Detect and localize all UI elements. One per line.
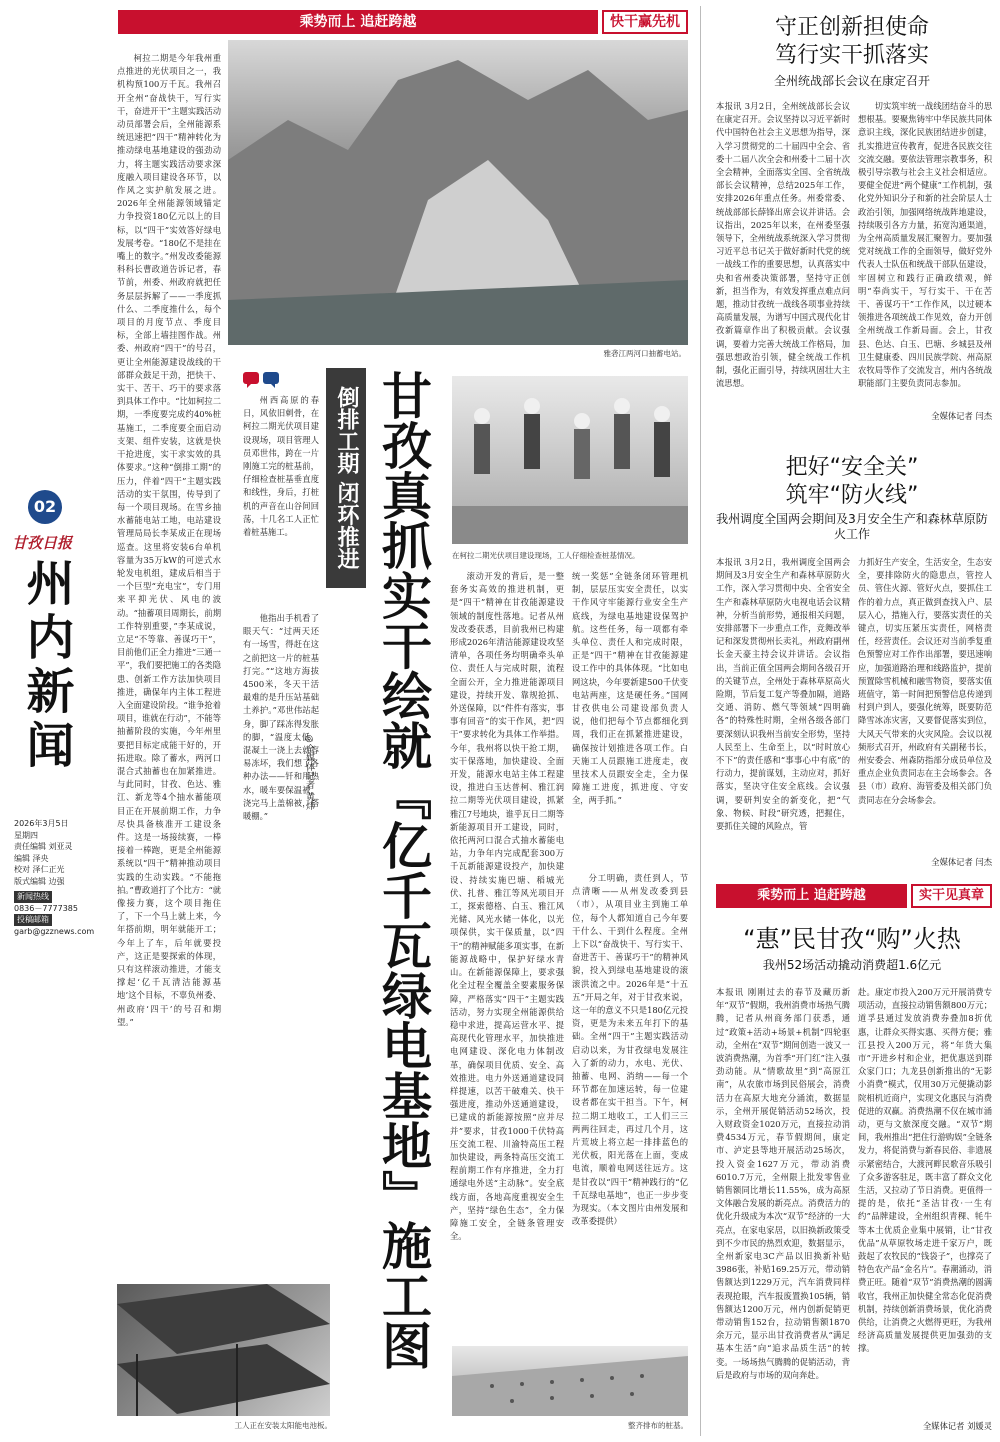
main-story-col1: 柯拉二期是今年我州重点推进的光伏项目之一，我机构预100万千瓦。我州召开全州“奋战快干，写行实干，奋进开干”主题实践活动动员部署会后，全州能源系统迅速把“四干”精神转化为推动绿电基地建设的强劲动力，将主题实践活动要求深度融入项目建设各环节，以作风之实护航发展之进。2026年全州能源领域锚定力争投资180亿元以上的目标，以“四干”实效答好绿电发展考卷。“180亿不是挂在嘴上的数字。”州发改委能源科科长曹政道告诉记者，春节前，州委、州政府就把任务层层拆解了——一季度抓什么、二季度推什么，每个项目的月度节点、季度目标，全部上墙挂图作战。州委、州政府“四干”的号召，更让全州能源建设战线的干部群众鼓足干劲，把快干、实干、苦干、巧干的要求落到具体工作中。“比如柯拉二期，一季度要完成约40%桩基施工，二季度要全面启动支架、组件安装，这就是快干抢进度，实干求实效的具体要求。”这种“倒排工期”的压力，伴着“四干”主题实践活动的实干氛围，传导到了每一个项目现场。在雪乡抽水蓄能电站工地，电站建设管理局局长李某成正在现场巡查。这里将安装6台单机容量为35万kW的可逆式水轮发电机组，建成后相当于一个巨型“充电宝”，专门用来平抑光伏、风电的波动。“抽蓄项目周期长，前期工作特别重要，”李某成说，立足“不等靠、善谋巧干”，目前他们正全力推进“三通一平”，我们要把施工的各类隐患、创新工作方法加快项目推进，确保年内主体工程进入全面建设阶段。“谁争抢着项目，谁就在行动”，不能等抽蓄阶段的实施，今年州里要把目标定成能干好的，开拓进取。除了蓄水，两河口混合式抽蓄也在加紧推进。与此同时，甘孜、色达、雅江、新龙等4个抽水蓄能项目正在开展前期工作，力争尽快具备核准开工建设条件。这是一场接续赛，一棒接着一棒跑，更是全州能源系统以“四干”精神推动项目实践的生动实践。“不能拖拍。”曹政道打了个比方：“就像接力赛，这个项目拖住了，下一个马上就上来，今年搭前期，明年就能开工；今年上了车，后年就要投产，这正是要探索的体现，只有这样滚动推进，才能支撑起‘亿千瓦清洁能源基地’这个目标，不辜负州委、州政府‘四干’的号召和期望。” (117, 53, 221, 1027)
photo-solar (117, 1284, 330, 1416)
story2-title1: 守正创新担使命 (774, 15, 929, 40)
story2-title2: 笃行实干抓落实 (774, 43, 929, 68)
mid-banner (716, 884, 992, 908)
story4-col1: 本报讯 刚刚过去的春节及藏历新年“双节”假期，我州消费市场热气腾腾，记者从州商务部门获悉，通过“政策+活动+场景+机制”四轮驱动，全州在“双节”期间创造一波又一波消费热潮，为首季“开门红”注入强劲动能。从“情歌故里”到“高原江南”，从农旅市场到民俗展会，消费活力在高原大地充分涌流，数据显示，全州开展促销活动52场次，投入财政资金1020万元，直接拉动消费4534万元，春节假期间，康定市、泸定县等地开展活动25场次，投入资金1627万元，带动消费6010.7万元，全州限上批发零售业销售额同比增长11.55%，成为高原文体融合发展的新亮点。消费活力的优化升级成为本次“双节”经济的一大亮点，在家电家居，以旧换新政策受到不少市民的热烈欢迎，数据显示，全州新家电3C产品以旧换新补贴3986张，补贴169.25万元，带动销售额达到1229万元，汽车消费同样表现抢眼，汽车报废置换105辆，销售额达1200万元，州内创新促销更带动销售152台，拉动销售额1870余万元，显示出甘孜消费者从“满足基本生活”向“追求品质生活”的转变。一场场热气腾腾的促销活动，背后是政府与市场的双向奔赴。 (716, 987, 850, 1380)
sidebar (0, 490, 100, 950)
top-banner (118, 10, 688, 34)
story4-author: 全媒体记者 刘媛灵 (922, 1421, 992, 1431)
photo-solar-caption: 工人正在安装太阳能电池板。 (234, 1421, 332, 1430)
hotline-phone: 0836－7777385 (14, 903, 78, 913)
photo-piles (452, 1346, 688, 1416)
mid-banner-tag: 实干见真章 (911, 884, 992, 908)
page-number-badge: 02 (28, 490, 62, 524)
main-kicker: 倒排工期 闭环推进 (326, 368, 366, 588)
story3-title1: 把好“安全关” (785, 455, 919, 480)
photo-piles-caption: 整齐排布的桩基。 (628, 1421, 688, 1430)
issue-info (14, 818, 94, 937)
paper-name: 甘孜日报 (12, 534, 73, 552)
mountain-illustration (228, 40, 688, 345)
main-story-col2a: 州西高原的春日，风依旧刺骨，在柯拉二期光伏项目建设现场，项目管理人员邓世伟，跨在一片刚施工完的桩基前，仔细检查桩基垂直度和线性，身后，打桩机的声音在山谷间回荡，十几名工人正忙着桩基施工。 (243, 395, 319, 538)
story2-col1: 本报讯 3月2日，全州统战部长会议在康定召开。会议坚持以习近平新时代中国特色社会主义思想为指导，深入学习贯彻党的二十届四中全会、省委十二届八次全会和州委十二届十次全会精神，全面落实全国、全省统战部长会议精神，总结2025年工作，安排2026年重点任务。州委常委、统战部部长薛锋出席会议并讲话。会议指出，2025年以来，在州委坚强领导下，全州统战系统深入学习贯彻习近平总书记关于做好新时代党的统一战线工作的重要思想，认真落实中央和省州委决策部署，坚持守正创新，担当作为，有效发挥重点难点问题，推动甘孜统一战线各项事业持续高质量发展，为谱写中国式现代化甘孜新篇章作出了积极贡献。会议强调，要着力完善大统战工作格局，加强思想政治引领，健全统战工作机制，强化正面引导，持续巩固壮大主流思想。 (716, 101, 850, 389)
section-title: 州内新闻 (18, 558, 74, 774)
issue-date: 2026年3月5日 (14, 819, 69, 828)
story3-title2: 筑牢“防火线” (785, 483, 919, 508)
story2-col2: 切实筑牢统一战线团结奋斗的思想根基。要聚焦铸牢中华民族共同体意识主线，深化民族团结进步创建，扎实推进宣传教育，促进各民族交往交流交融。要依法管理宗教事务，积极引导宗教与社会主义社会相适应。要健全促进“两个健康”工作机制，强化党外知识分子和新的社会阶层人士政治引领，加强网络统战阵地建设，持续吸引各方力量，拓宽沟通渠道，为全州高质量发展汇聚智力。要加强党对统战工作的全面领导，做好党外代表人士队伍和统战干部队伍建设，牢固树立和践行正确政绩观，鲜明“奉尚实干，写行实干、干在苦干、善谋巧干”工作作风，以过硬本领推进各项统战工作见效，奋力开创全州统战工作新局面。会上，甘孜县、色达、白玉、巴塘、乡城县及州卫生健康委、四川民族学院、州高原农牧局等作了交流发言，州内各统战职能部门主要负责同志参加。 (858, 101, 992, 389)
main-story-col4b: 分工明确，责任到人，节点清晰——从州发改委到县（市），从项目业主到施工单位，每个人都知道自己今年要干什么、干到什么程度。全州上下以“奋战快干、写行实干、奋进苦干、善谋巧干”的精神风貌，投入到绿电基地建设的滚滚洪流之中。2026年是“十五五”开局之年，对于甘孜来说，这一年的意义不只是180亿元投资，更是为未来五年打下的基础。全州“四干”主题实践活动启动以来，为甘孜绿电发展注入了新的动力，水电、光伏、抽蓄、电网、消纳——每一个环节都在加速运转，每一位建设者都在实干担当。下午，柯拉二期工地收工，工人们三三两两往回走，再过几个月，这片荒坡上将立起一排排蓝色的光伏板，阳光落在上面，变成电流，顺着电网送往远方。这是甘孜以“四干”精神践行的“亿千瓦绿电基地”，也正一步步变为现实。（本文图片由州发展和改革委提供） (572, 873, 688, 1227)
story2-subtitle: 全州统战部长会议在康定召开 (773, 74, 930, 88)
photo-workers (452, 376, 688, 544)
email-address[interactable]: garb@gzznews.com (14, 926, 95, 936)
story3-col1: 本报讯 3月2日，我州调度全国两会期间及3月安全生产和森林草原防火工作，深入学习贯彻中央、全省安全生产和森林草原防火电视电话会议精神，分析当前形势，通报相关问题，安排部署下一步重点工作，竞舞改举记和深发贯彻州长卖礼，州政府副州长金天豪主持会议并讲话。会议指出，当前正值全国两会期间各级召开的关键节点，全州处于森林草原高火险期，节后复工复产等叠加隔，道路交通、消防、燃气等领域“四明确各”的特殊性时期，全州各级各部门要深刻认识我州当前安全形势，坚持人民至上、生命至上，以“时时放心不下”的责任感和“事事心中有底”的行动力，提前谋划，主动应对，抓好落实，坚决守住安全底线。会议强调，要研判安全的新变化，把“气象、物候、时段”研究透，把握住，要抓住关键的风险点，管 (716, 557, 850, 832)
hotline-label: 新闻热线 (14, 891, 52, 903)
photo-workers-caption: 在柯拉二期光伏项目建设现场，工人仔细检查桩基情况。 (452, 551, 640, 560)
proof-credit: 校对 泽仁正光 (14, 865, 65, 874)
main-story-col4a: 统一奖惩”全链条闭环管理机制，层层压实安全责任，以实干作风守牢能源行业安全生产底线，为绿电基地建设保驾护航。这些任务，每一项都有牵头单位、责任人和完成时限，正是“四干”精神在甘孜能源建设工作中的具体体现。“比如电网这块，今年要新建500千伏变电站两座，这是硬任务。”国网甘孜供电公司建设部负责人说，他们把每个节点都细化到周，我们正在抓紧推进建设，确保按计划推进各项工作。白天施工人员跟施工进度走，夜里技术人员跟安全走，全力保障施工进度，抓进度、守安全，两手抓。” (572, 571, 688, 806)
workers-illustration (452, 376, 688, 544)
story4-col2: 赴。康定市投入200万元开展消费专项活动，直接拉动销售额800万元；道孚县通过发放消费券叠加8折优惠，让群众买得实惠、买得方便；雅江县投入200万元，将“年货大集市”开进乡村和企业，把优惠送到群众家门口；九龙县创新推出的“无影小消费”模式，仅用30万元便撬动影院相机近商户，实现文化惠民与消费促进的双赢。消费热潮不仅在城市涌动，更与文旅深度交融。“双节”期间，我州推出“把住行游购娱”全链条发力，将促消费与新春民俗、非遗展示紧密结合，大渡河畔民歌音乐吸引了众多游客驻足，既丰富了群众文化生活，又拉动了节日消费。更值得一提的是，依托“圣洁甘孜·一生有约”品牌建设，全州组织青稞、牦牛等本土优质企业集中展销，让“甘孜优品”从草原牧场走进千家万户，既鼓起了农牧民的“钱袋子”，也撑亮了特色农产品“金名片”。春潮涌动，消费正旺。随着“双节”消费热潮的圆满收官，我州正加快健全常态化促消费机制，持续创新消费场景，优化消费供给，让消费之火燃得更旺，为我州经济高质量发展提供更加强劲的支撑。 (858, 987, 992, 1354)
mid-banner-slogan: 乘势而上 追赶跨越 (716, 884, 907, 908)
solar-panel-illustration (117, 1284, 330, 1416)
story3-subtitle: 我州调度全国两会期间及3月安全生产和森林草原防火工作 (716, 512, 988, 541)
banner-tag: 快干赢先机 (602, 10, 688, 34)
design-credit: 版式编辑 边强 (14, 876, 65, 886)
chat-icon (243, 372, 283, 388)
main-story-col3: 滚动开发的背后，是一整套务实高效的推进机制，更是“四干”精神在甘孜能源建设领域的制度性落地。记者从州发改委获悉，目前我州已构建形成2026年清洁能源建设攻坚清单，各项任务均明确牵头单位、责任人与完成时限，流程全面公开，全力推进能源项目建设，持续开发、靠规抢抓、外送保障，以“件件有落实，事事有回音”的实干作风，把“四干”要求转化为具体工作举措。今年，我州将以快干抢工期，实干保落地，加快建设、全面开发，能源水电站主体工程建设，推进白玉达普柯、雅江润拉二期等光伏项目建设，抓紧雅江7号地块，谁乎瓦日二期等新能源项目开工建设，同时，依托两河口混合式抽水蓄能电站，力争年内完成配套300万千瓦新能源建设投产，加快建设、持续实施巴塘、稻城光伏、扎普、雅江等风光项目开工，探索德格、白玉、雅江风光储、风光水储一体化，以光项保供，实干保质量，以“四干”的精神赋能多项实事，在新能源战略中，保护好绿水青山。在新能源保障上，要求强化全过程全覆盖全要素服务保障，严格落实“四干”主题实践活动，努力实现全州能源供给稳中求进，提高运营水平、提高现代化管理水平，加快推进电网建设、深化电力体制改革，确保项目优质、安全、高效推进。电力外送通道建设同样提速，以苦干破难关、快干强进度，推动外送通道建设，已建成的新能源按照“应并尽并”要求，甘孜1000千伏特高压交流工程、川渝特高压工程加快建设，两条特高压交流工程前期工作有序推进，全力打通绿电外送“主动脉”。安全底线方面，各地高度重视安全生产，坚持“绿色生态”，全力保障施工安全，全链条管理安全。 (450, 571, 564, 1242)
story4-title: “惠”民甘孜“购”火热 (743, 925, 961, 953)
photo-dam-caption: 雅砻江两河口抽蓄电站。 (603, 349, 686, 358)
main-story-author: ◎全媒体记者 黄炜 (304, 734, 314, 810)
issue-weekday: 星期四 (14, 830, 38, 840)
banner-slogan: 乘势而上 追赶跨越 (118, 10, 598, 34)
story4-subtitle: 我州52场活动撬动消费超1.6亿元 (762, 958, 942, 972)
editor-credit: 责任编辑 刘亚灵 (14, 842, 73, 851)
story3-author: 全媒体记者 闫杰 (931, 857, 992, 867)
layout-credit: 编辑 泽央 (14, 853, 49, 863)
email-label: 投稿邮箱 (14, 914, 52, 926)
column-divider (700, 6, 701, 1436)
main-story-col2b: 他指出手机看了眼天气：“过两天还有一场雪，得赶在这之前把这一片的桩基打完。”“这地方海拔4500米，冬天干活最难的是升压站基础土养护。”邓世伟站起身，脚了踩冻得发胀的脚，“温度太低，混凝土一浇上去就容易冻坏，我们想了各种办法——钎和用热水，暖车要保温被，浇完马上盖棉被，搭暖棚。” (243, 613, 319, 822)
story3-col2: 力抓好生产安全，生活安全，生态安全，要排除防火的隐患点，管控人员、管住火源、管好火点，要抓住工作的着力点，真正做到查找入户、层层入心，措施入行，要落实责任的关键点，切实压紧压实责任，网格责任，经营责任。会议还对当前季复重色预警应对工作作出部署，要迅速响应，加强道路治理和线路监护，提前预置除雪机械和融雪物资，要落实值班值守，第一时间把预警信息传递到村到户到人，要强化统筹，既要防范降雪冰冻灾害，又要督促落实到位，大风天气带来的火灾风险。会议以视频形式召开，州政府有关副秘书长，州安委会、州森防指部分成员单位及重点企业负责同志在主会场参会。各县（市）政府、海管委及相关部门负责同志在分会场参会。 (858, 557, 992, 805)
photo-dam (228, 40, 688, 345)
story2-author: 全媒体记者 闫杰 (931, 411, 992, 421)
main-headline: 甘孜真抓实干绘就『亿千瓦绿电基地』施工图 (374, 370, 432, 1370)
piles-illustration (452, 1346, 688, 1416)
